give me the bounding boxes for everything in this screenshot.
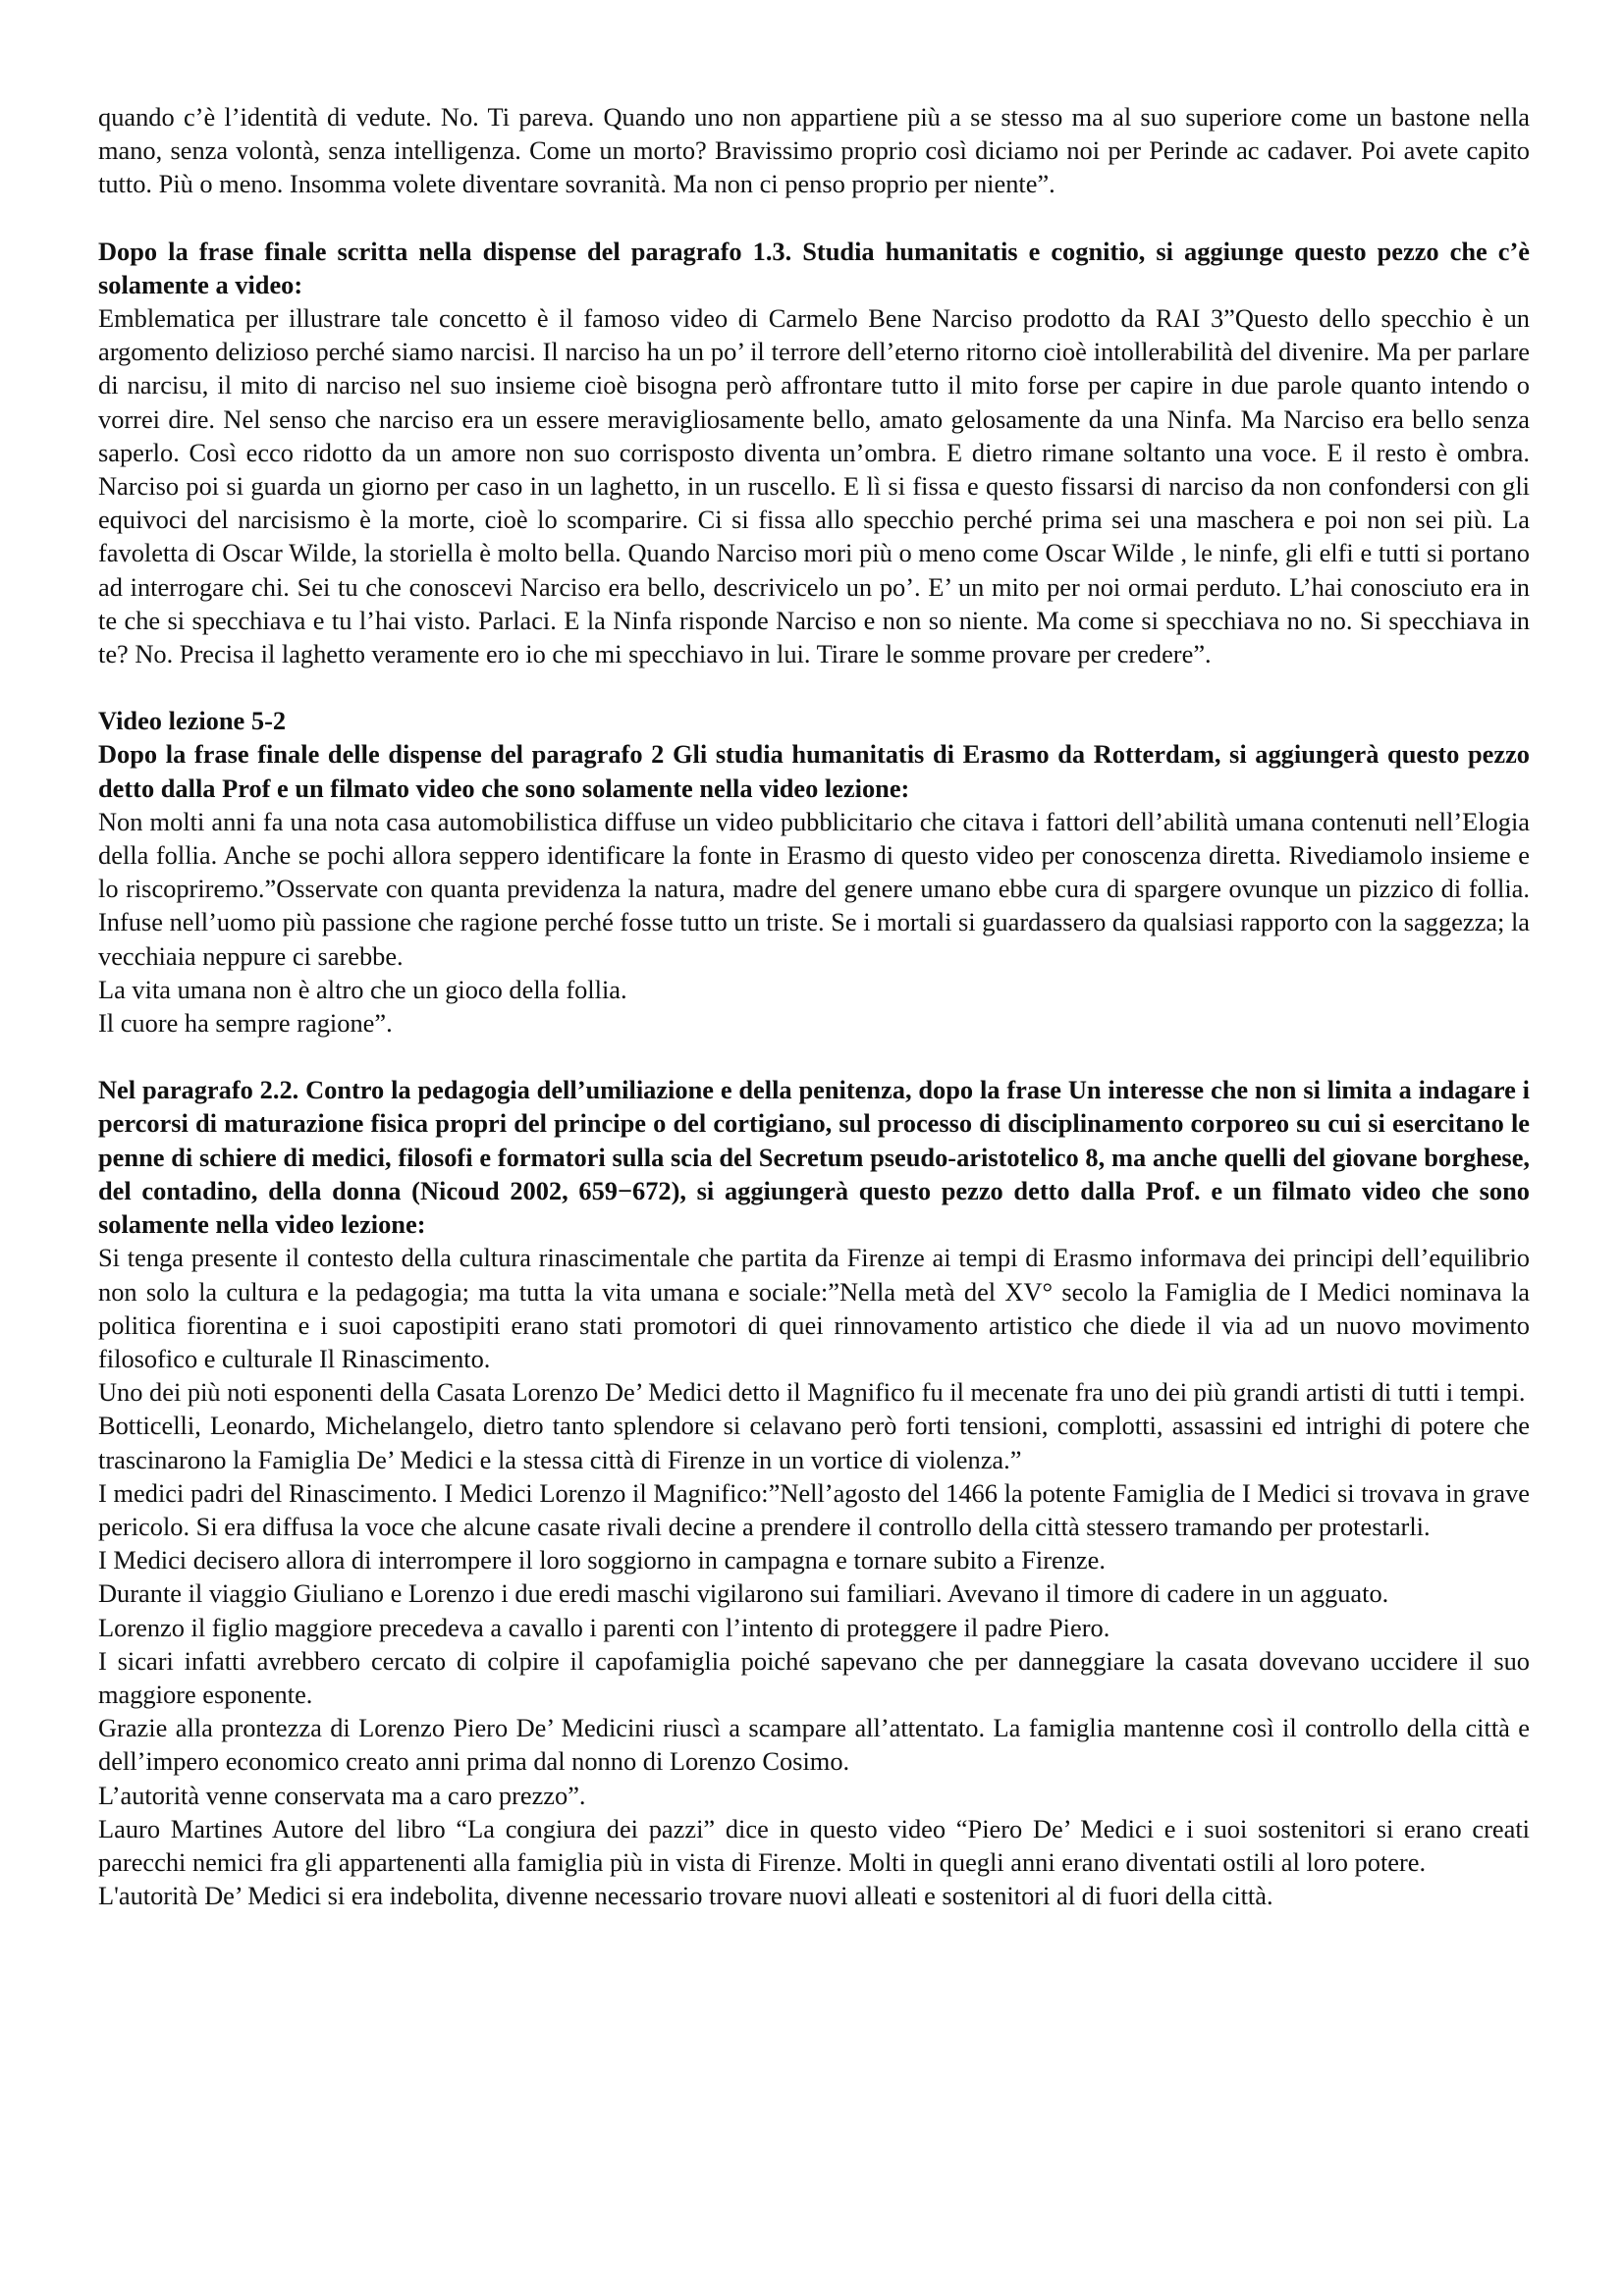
paragraph: La vita umana non è altro che un gioco della follia. <box>98 974 627 1004</box>
paragraph: Grazie alla prontezza di Lorenzo Piero De’ Medicini riuscì a scampare all’attentato. La famiglia mantenne così il controllo della città e dell’impero economico creato anni prima dal nonno di Lorenzo Cosimo. <box>98 1713 1530 1777</box>
paragraph: I Medici decisero allora di interrompere il loro soggiorno in campagna e tornare subito a Firenze. <box>98 1545 1106 1575</box>
paragraph: L’autorità venne conservata ma a caro prezzo”. <box>98 1780 586 1810</box>
paragraph: Si tenga presente il contesto della cultura rinascimentale che partita da Firenze ai tempi di Erasmo informava dei principi dell’equilibrio non solo la cultura e la pedagogia; ma tutta la vita umana e sociale:”Nella metà del XV° secolo la Famiglia de I Medici nominava la politica fiorentina e i suoi capostipiti erano stati promotori di quei rinnovamento artistico che diede il via ad un nuovo movimento filosofico e culturale Il Rinascimento. <box>98 1243 1530 1373</box>
section-heading: Dopo la frase finale delle dispense del paragrafo 2 Gli studia humanitatis di Erasmo da Rotterdam, si aggiungerà questo pezzo detto dalla Prof e un filmato video che sono solamente nella video lezione: <box>98 739 1530 803</box>
paragraph: L'autorità De’ Medici si era indebolita, divenne necessario trovare nuovi alleati e sostenitori al di fuori della città. <box>98 1881 1273 1911</box>
paragraph: Lorenzo il figlio maggiore precedeva a cavallo i parenti con l’intento di proteggere il padre Piero. <box>98 1612 1110 1642</box>
section-heading: Nel paragrafo 2.2. Contro la pedagogia dell’umiliazione e della penitenza, dopo la frase Un interesse che non si limita a indagare i percorsi di maturazione fisica propri del principe o del cortigiano, sul processo di disciplinamento corporeo su cui si esercitano le penne di schiere di medici, filosofi e formatori sulla scia del Secretum pseudo-aristotelico 8, ma anche quelli del giovane borghese, del contadino, della donna (Nicoud 2002, 659−672), si aggiungerà questo pezzo detto dalla Prof. e un filmato video che sono solamente nella video lezione: <box>98 1075 1530 1240</box>
section-heading: Dopo la frase finale scritta nella dispense del paragrafo 1.3. Studia humanitatis e cognitio, si aggiunge questo pezzo che c’è solamente a video: <box>98 236 1530 299</box>
paragraph: Durante il viaggio Giuliano e Lorenzo i due eredi maschi vigilarono sui familiari. Avevano il timore di cadere in un agguato. <box>98 1578 1389 1609</box>
paragraph: I sicari infatti avrebbero cercato di colpire il capofamiglia poiché sapevano che per danneggiare la casata dovevano uccidere il suo maggiore esponente. <box>98 1645 1530 1709</box>
paragraph: Uno dei più noti esponenti della Casata Lorenzo De’ Medici detto il Magnifico fu il mecenate fra uno dei più grandi artisti di tutti i tempi. <box>98 1377 1526 1408</box>
section-title: Video lezione 5-2 <box>98 706 287 736</box>
paragraph: Il cuore ha sempre ragione”. <box>98 1008 393 1039</box>
paragraph: Non molti anni fa una nota casa automobilistica diffuse un video pubblicitario che citava i fattori dell’abilità umana contenuti nell’Elogia della follia. Anche se pochi allora seppero identificare la fonte in Erasmo di questo video per conoscenza diretta. Rivediamolo insieme e lo riscopriremo.”Osservate con quanta previdenza la natura, madre del genere umano ebbe cura di spargere ovunque un pizzico di follia. Infuse nell’uomo più passione che ragione perché fosse tutto un triste. Se i mortali si guardassero da qualsiasi rapporto con la saggezza; la vecchiaia neppure ci sarebbe. <box>98 806 1530 971</box>
paragraph: Lauro Martines Autore del libro “La congiura dei pazzi” dice in questo video “Piero De’ Medici e i suoi sostenitori si erano creati parecchi nemici fra gli appartenenti alla famiglia più in vista di Firenze. Molti in quegli anni erano diventati ostili al loro potere. <box>98 1813 1530 1877</box>
paragraph: quando c’è l’identità di vedute. No. Ti pareva. Quando uno non appartiene più a se stesso ma al suo superiore come un bastone nella mano, senza volontà, senza intelligenza. Come un morto? Bravissimo proprio così diciamo noi per Perinde ac cadaver. Poi avete capito tutto. Più o meno. Insomma volete diventare sovranità. Ma non ci penso proprio per niente”. <box>98 102 1530 199</box>
paragraph: Botticelli, Leonardo, Michelangelo, dietro tanto splendore si celavano però forti tensioni, complotti, assassini ed intrighi di potere che trascinarono la Famiglia De’ Medici e la stessa città di Firenze in un vortice di violenza.” <box>98 1411 1530 1474</box>
paragraph: Emblematica per illustrare tale concetto è il famoso video di Carmelo Bene Narciso prodotto da RAI 3”Questo dello specchio è un argomento delizioso perché siamo narcisi. Il narciso ha un po’ il terrore dell’eterno ritorno cioè intollerabilità del divenire. Ma per parlare di narcisu, il mito di narciso nel suo insieme cioè bisogna però affrontare tutto il mito forse per capire in due parole quanto intendo o vorrei dire. Nel senso che narciso era un essere meravigliosamente bello, amato gelosamente da una Ninfa. Ma Narciso era bello senza saperlo. Così ecco ridotto da un amore non suo corrisposto diventa un’ombra. E dietro rimane soltanto una voce. E il resto è ombra. Narciso poi si guarda un giorno per caso in un laghetto, in un ruscello. E lì si fissa e questo fissarsi di narciso da non confondersi con gli equivoci del narcisismo è la morte, cioè lo scomparire. Ci si fissa allo specchio perché prima sei una maschera e poi non sei più. La favoletta di Oscar Wilde, la storiella è molto bella. Quando Narciso mori più o meno come Oscar Wilde , le ninfe, gli elfi e tutti si portano ad interrogare chi. Sei tu che conoscevi Narciso era bello, descrivicelo un po’. E’ un mito per noi ormai perduto. L’hai conosciuto era in te che si specchiava e tu l’hai visto. Parlaci. E la Ninfa risponde Narciso e non so niente. Ma come si specchiava no no. Si specchiava in te? No. Precisa il laghetto veramente ero io che mi specchiavo in lui. Tirare le somme provare per credere”. <box>98 303 1530 669</box>
paragraph: I medici padri del Rinascimento. I Medici Lorenzo il Magnifico:”Nell’agosto del 1466 la potente Famiglia de I Medici si trovava in grave pericolo. Si era diffusa la voce che alcune casate rivali decine a prendere il controllo della città stessero tramando per protestarli. <box>98 1477 1530 1541</box>
document-page <box>98 100 1530 1912</box>
